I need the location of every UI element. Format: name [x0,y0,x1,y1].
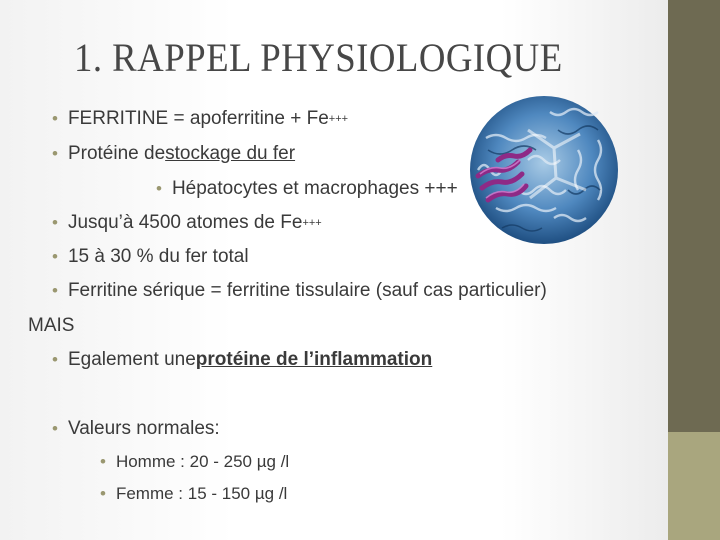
bullet-icon: • [52,144,58,163]
line-ferritine-definition: • FERRITINE = apoferritine + Fe +++ [52,108,349,129]
side-strip-bottom [668,432,720,540]
line-homme: • Homme : 20 - 250 µg /l [100,452,290,471]
line-fer-total: • 15 à 30 % du fer total [52,246,249,267]
line-proteine-stockage: • Protéine de stockage du fer [52,143,296,164]
bullet-icon: • [52,419,58,438]
line-valeurs-normales: • Valeurs normales: [52,418,220,439]
line-femme: • Femme : 15 - 150 µg /l [100,484,288,503]
line-atomes-fe: • Jusqu’à 4500 atomes de Fe +++ [52,212,322,233]
bullet-icon: • [100,452,106,471]
slide-title: 1. RAPPEL PHYSIOLOGIQUE [74,35,563,80]
ferritin-molecule-icon [458,90,628,250]
line-mais: MAIS [28,315,75,336]
bullet-icon: • [52,350,58,369]
side-strip-top [668,0,720,432]
bullet-icon: • [52,247,58,266]
bullet-icon: • [52,213,58,232]
bullet-icon: • [156,179,162,198]
bullet-icon: • [100,484,106,503]
line-ferritine-serique: • Ferritine sérique = ferritine tissulaire (sauf cas particulier) [52,280,547,301]
line-hepatocytes: • Hépatocytes et macrophages +++ [156,178,458,199]
line-inflammation: • Egalement une protéine de l’inflammation [52,349,433,370]
bullet-icon: • [52,281,58,300]
bullet-icon: • [52,109,58,128]
